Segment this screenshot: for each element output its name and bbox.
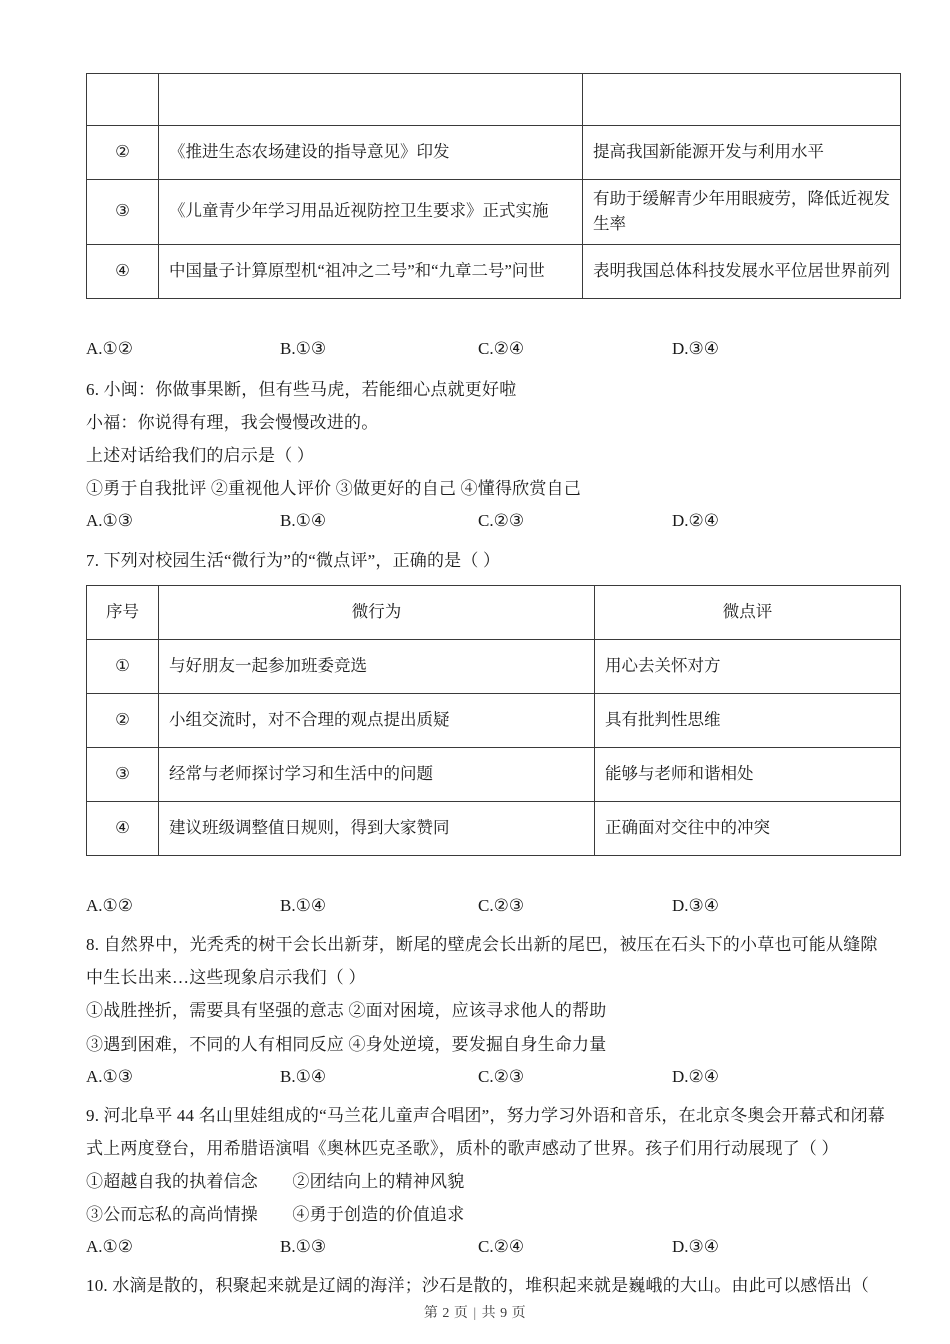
- table-cell-serial: ②: [87, 694, 159, 748]
- table-row: [87, 640, 901, 694]
- spacer: [86, 921, 900, 928]
- question-5-options: [86, 333, 900, 364]
- question-9-line-2: 式上两度登台，用希腊语演唱《奥林匹克圣歌》，质朴的歌声感动了世界。孩子们用行动展现了（ ）: [86, 1138, 839, 1158]
- spacer: [86, 1262, 900, 1269]
- footer-total-pages: 共 9 页: [481, 1306, 527, 1321]
- question-6-line-1: 6. 小闽：你做事果断，但有些马虎，若能细心点就更好啦: [86, 379, 517, 399]
- page-content: [86, 0, 900, 1302]
- question-7-options: [86, 890, 900, 921]
- table-cell-comment: 提高我国新能源开发与利用水平: [583, 126, 901, 180]
- option-c[interactable]: C.②④: [478, 338, 525, 358]
- table-header-row: [87, 586, 901, 640]
- continued-news-table: [86, 73, 901, 299]
- spacer: [86, 364, 900, 373]
- table-cell-comment: 能够与老师和谐相处: [595, 748, 901, 802]
- spacer-after-table1: [86, 299, 900, 333]
- option-b[interactable]: B.①④: [280, 1066, 327, 1086]
- question-8-statements-line-2: ③遇到困难，不同的人有相同反应 ④身处逆境，要发掘自身生命力量: [86, 1034, 607, 1054]
- table-cell-comment: 正确面对交往中的冲突: [595, 802, 901, 856]
- footer-separator: |: [473, 1306, 477, 1321]
- question-6-line-2: 小福：你说得有理，我会慢慢改进的。: [86, 412, 379, 432]
- option-a[interactable]: A.①②: [86, 338, 134, 358]
- table-cell-serial: ④: [87, 802, 159, 856]
- spacer-after-table2: [86, 856, 900, 890]
- table-cell-behavior: 《儿童青少年学习用品近视防控卫生要求》正式实施: [159, 180, 583, 245]
- question-8-statements-line-1: ①战胜挫折，需要具有坚强的意志 ②面对困境，应该寻求他人的帮助: [86, 1001, 607, 1021]
- spacer: [86, 1092, 900, 1099]
- question-9-options: [86, 1231, 900, 1262]
- table-row: [87, 694, 901, 748]
- option-d[interactable]: D.②④: [672, 1066, 720, 1086]
- spacer: [86, 536, 900, 544]
- table-cell-behavior: 中国量子计算原型机“祖冲之二号”和“九章二号”问世: [159, 244, 583, 298]
- table-row: [87, 244, 901, 298]
- question-9-statements-line-1: ①超越自我的执着信念 ②团结向上的精神风貌: [86, 1172, 465, 1192]
- question-8-options: [86, 1061, 900, 1092]
- table-cell-behavior: [159, 74, 583, 126]
- option-b[interactable]: B.①③: [280, 1237, 327, 1257]
- spacer-before-table2: [86, 577, 900, 585]
- footer-page-number: 第 2 页: [423, 1306, 469, 1321]
- option-b[interactable]: B.①④: [280, 896, 327, 916]
- question-10-line-1: 10. 水滴是散的，积聚起来就是辽阔的海洋；沙石是散的，堆积起来就是巍峨的大山。由此可以感悟出（: [86, 1276, 870, 1296]
- table-row: [87, 748, 901, 802]
- table-cell-serial: ①: [87, 640, 159, 694]
- table-header-serial: 序号: [87, 586, 159, 640]
- option-a[interactable]: A.①③: [86, 1066, 134, 1086]
- question-8-line-1: 8. 自然界中，光秃秃的树干会长出新芽，断尾的壁虎会长出新的尾巴，被压在石头下的小草也可能从缝隙: [86, 935, 878, 955]
- option-b[interactable]: B.①④: [280, 511, 327, 531]
- question-7: [86, 544, 900, 577]
- question-6: [86, 373, 900, 506]
- table-cell-behavior: 《推进生态农场建设的指导意见》印发: [159, 126, 583, 180]
- option-c[interactable]: C.②③: [478, 511, 525, 531]
- question-9-line-1: 9. 河北阜平 44 名山里娃组成的“马兰花儿童声合唱团”，努力学习外语和音乐，在北京冬奥会开幕式和闭幕: [86, 1105, 885, 1125]
- table-row: [87, 802, 901, 856]
- table-row: [87, 126, 901, 180]
- question-9: [86, 1099, 900, 1232]
- table-cell-serial: ③: [87, 748, 159, 802]
- top-spacer: [86, 0, 900, 73]
- table-cell-serial: [87, 74, 159, 126]
- table-cell-serial: ③: [87, 180, 159, 245]
- table-cell-serial: ④: [87, 244, 159, 298]
- option-d[interactable]: D.②④: [672, 511, 720, 531]
- question-8-line-2: 中生长出来…这些现象启示我们（ ）: [86, 968, 366, 988]
- table-header-comment: 微点评: [595, 586, 901, 640]
- micro-behavior-table: [86, 585, 901, 856]
- question-10: [86, 1269, 900, 1302]
- table-header-behavior: 微行为: [159, 586, 595, 640]
- question-9-statements-line-2: ③公而忘私的高尚情操 ④勇于创造的价值追求: [86, 1205, 465, 1225]
- table-cell-behavior: 建议班级调整值日规则，得到大家赞同: [159, 802, 595, 856]
- option-a[interactable]: A.①②: [86, 896, 134, 916]
- table-cell-comment: 用心去关怀对方: [595, 640, 901, 694]
- option-d[interactable]: D.③④: [672, 896, 720, 916]
- option-a[interactable]: A.①②: [86, 1237, 134, 1257]
- question-7-stem: 7. 下列对校园生活“微行为”的“微点评”，正确的是（ ）: [86, 551, 501, 571]
- option-a[interactable]: A.①③: [86, 511, 134, 531]
- table-cell-comment: 具有批判性思维: [595, 694, 901, 748]
- option-c[interactable]: C.②③: [478, 1066, 525, 1086]
- option-d[interactable]: D.③④: [672, 338, 720, 358]
- table-cell-behavior: 与好朋友一起参加班委竞选: [159, 640, 595, 694]
- table-row: [87, 180, 901, 245]
- option-d[interactable]: D.③④: [672, 1237, 720, 1257]
- question-6-line-3: 上述对话给我们的启示是（ ）: [86, 445, 315, 465]
- table-cell-comment: [583, 74, 901, 126]
- table-cell-serial: ②: [87, 126, 159, 180]
- question-6-options: [86, 505, 900, 536]
- question-6-statements: ①勇于自我批评 ②重视他人评价 ③做更好的自己 ④懂得欣赏自己: [86, 478, 581, 498]
- table-row: [87, 74, 901, 126]
- table-cell-behavior: 经常与老师探讨学习和生活中的问题: [159, 748, 595, 802]
- table-cell-comment: 表明我国总体科技发展水平位居世界前列: [583, 244, 901, 298]
- option-c[interactable]: C.②④: [478, 1237, 525, 1257]
- question-8: [86, 928, 900, 1061]
- option-b[interactable]: B.①③: [280, 338, 327, 358]
- table-cell-behavior: 小组交流时，对不合理的观点提出质疑: [159, 694, 595, 748]
- table-cell-comment: 有助于缓解青少年用眼疲劳，降低近视发生率: [583, 180, 901, 245]
- page-footer: [0, 1302, 950, 1322]
- option-c[interactable]: C.②③: [478, 896, 525, 916]
